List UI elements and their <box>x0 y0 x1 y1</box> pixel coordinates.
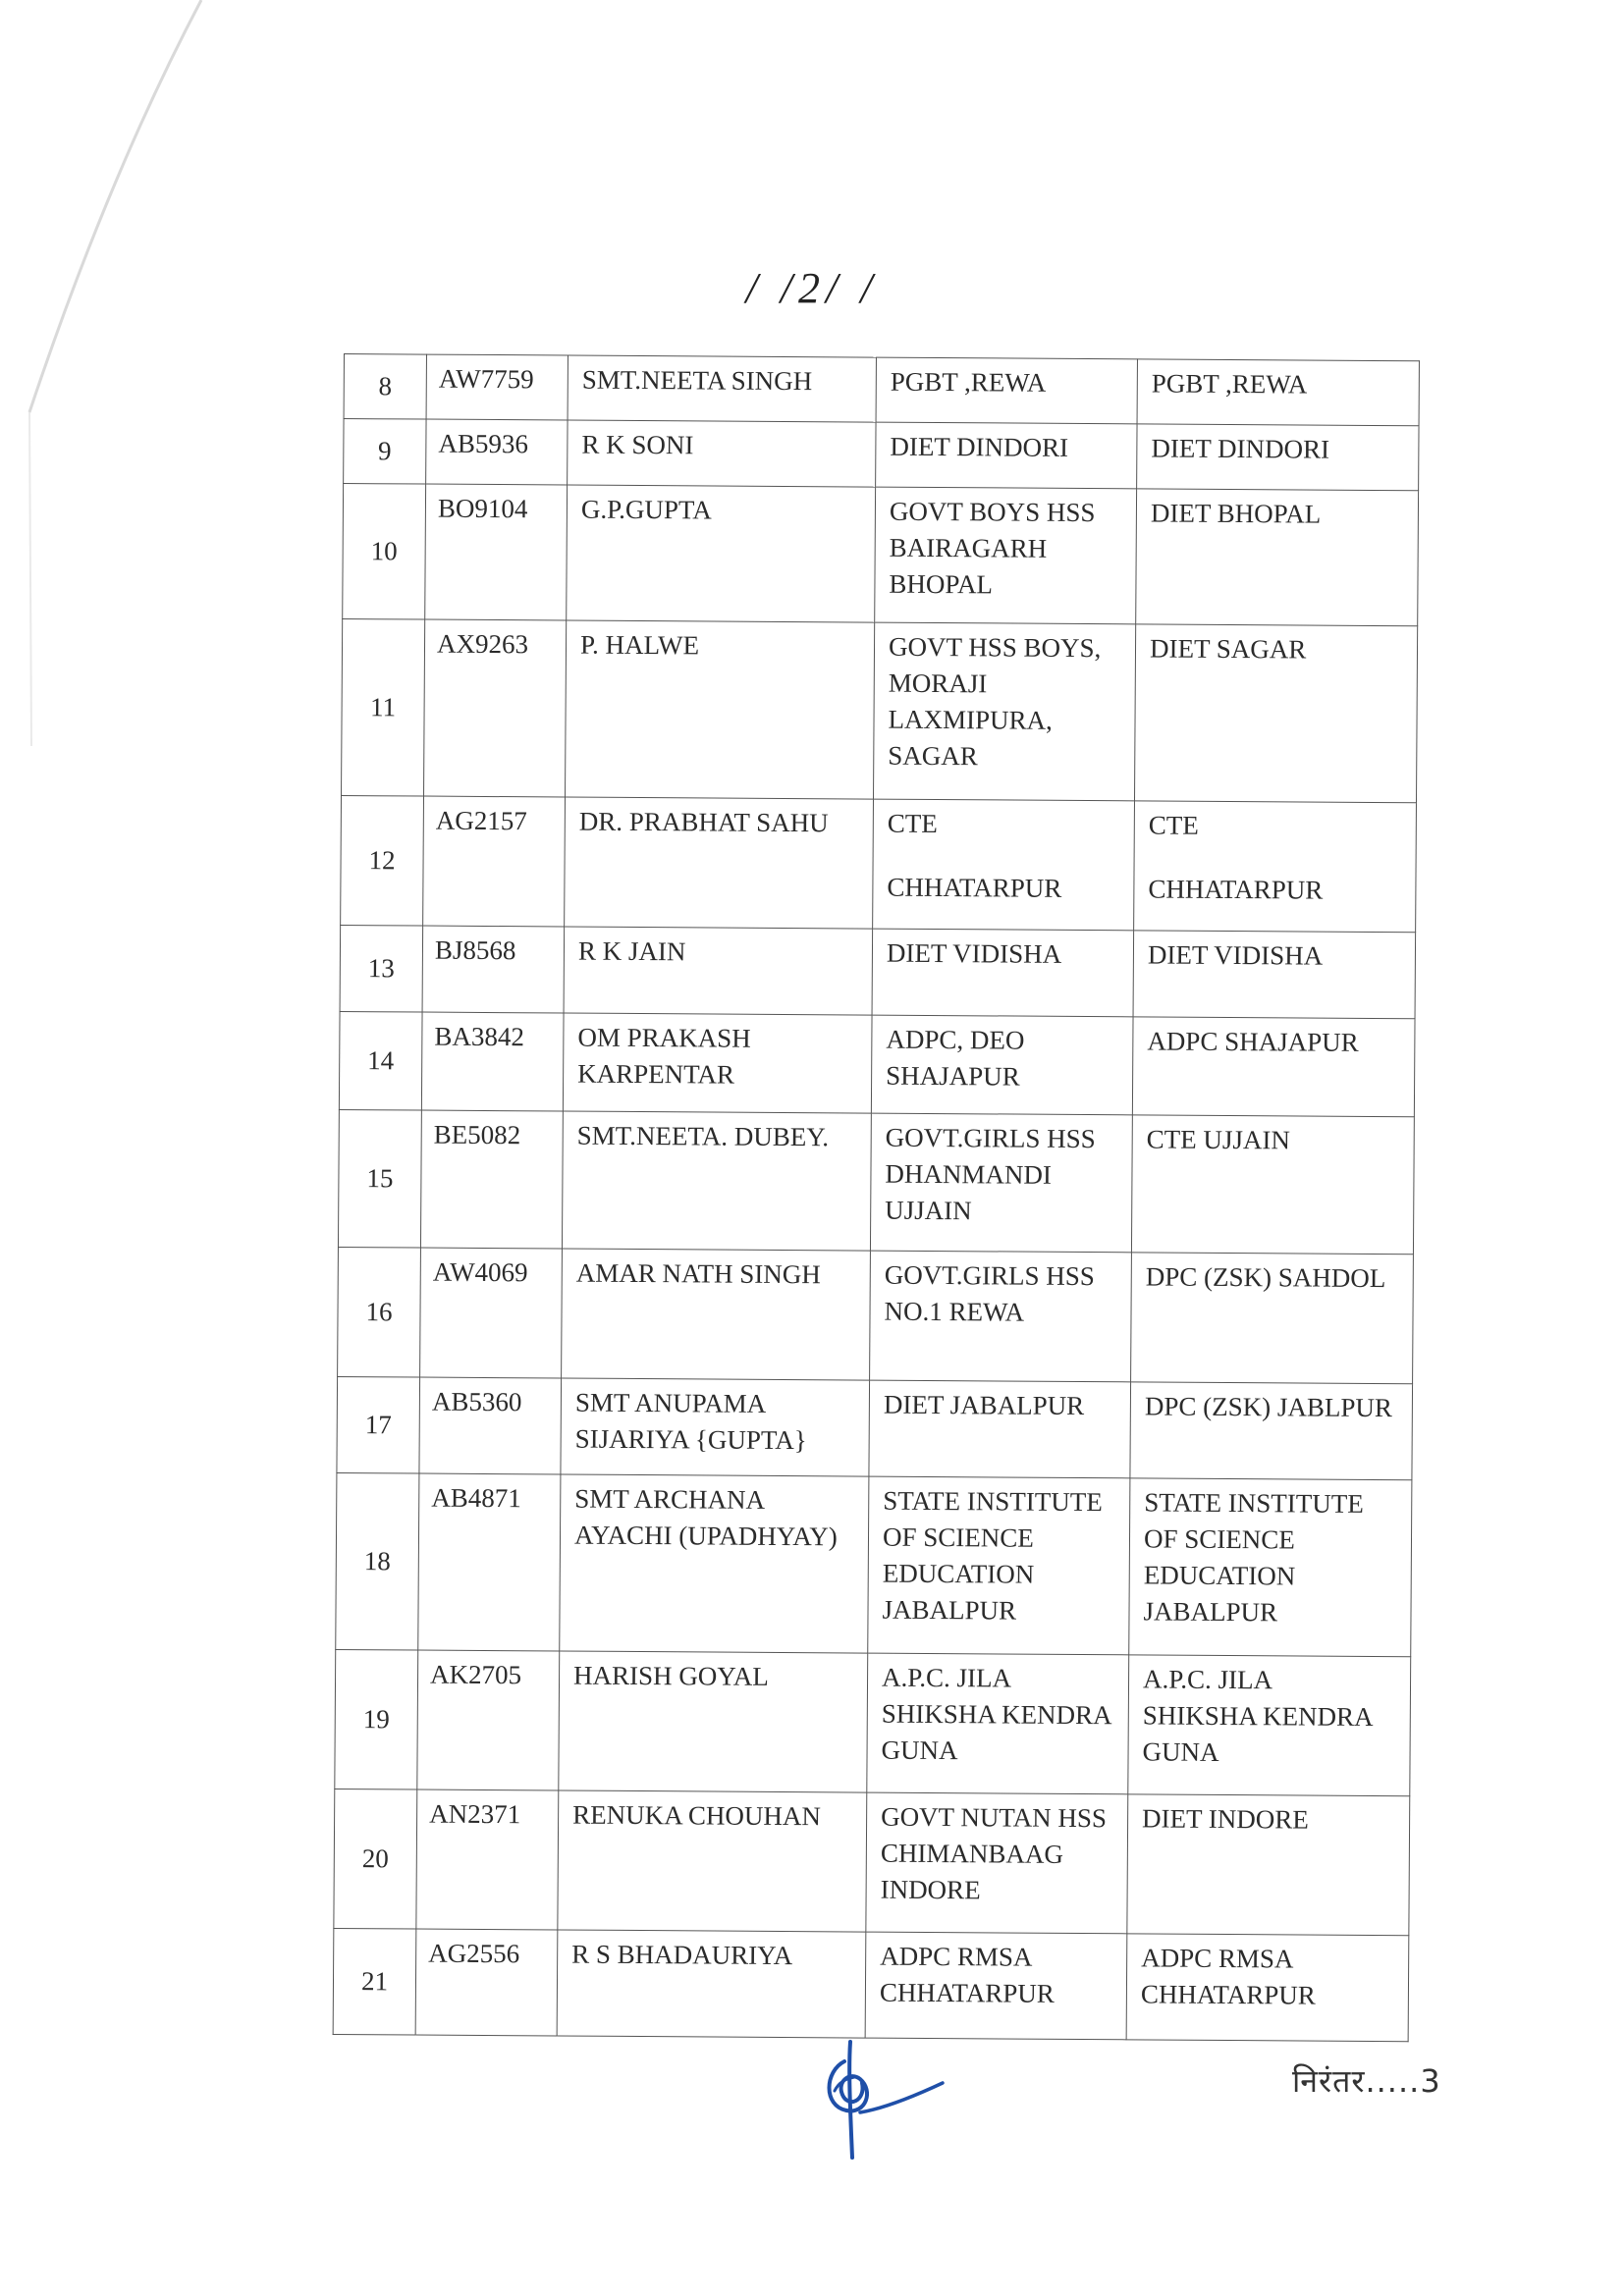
present-posting-cell <box>874 622 1136 801</box>
signature-icon <box>805 2032 952 2169</box>
employee-name-cell <box>561 1378 870 1476</box>
present-posting-line: DHANMANDI <box>885 1158 1053 1190</box>
employee-code-cell: AX9263 <box>424 619 567 797</box>
page-number: / /2/ / <box>745 264 879 312</box>
employee-name-cell <box>557 1930 866 2038</box>
present-posting-line: GOVT.GIRLS HSS <box>885 1122 1096 1154</box>
employee-name-line: OM PRAKASH <box>577 1022 751 1053</box>
employee-name-line: SMT.NEETA SINGH <box>581 364 813 397</box>
continued-note: निरंतर.....3 <box>1292 2062 1441 2100</box>
new-posting-line: CTE <box>1148 810 1199 840</box>
table-row <box>338 1247 1414 1383</box>
employee-name-cell <box>565 797 874 929</box>
employee-name-line: SMT.NEETA. DUBEY. <box>576 1120 830 1152</box>
new-posting-line: ADPC SHAJAPUR <box>1147 1026 1359 1057</box>
employee-code-cell: AG2157 <box>423 796 566 927</box>
employee-name-line: R S BHADAURIYA <box>571 1939 793 1971</box>
employee-code-cell: AG2556 <box>415 1929 558 2036</box>
employee-code-cell: BJ8568 <box>422 926 565 1013</box>
present-posting-cell <box>869 1380 1131 1478</box>
table-row <box>334 1789 1410 1935</box>
new-posting-cell <box>1137 424 1419 491</box>
new-posting-line: SHIKSHA KENDRA <box>1142 1700 1374 1732</box>
new-posting-line: DIET VIDISHA <box>1147 939 1324 971</box>
serial-number-cell: 10 <box>343 484 426 620</box>
present-posting-line: OF SCIENCE <box>882 1522 1034 1553</box>
present-posting-line: INDORE <box>880 1874 981 1905</box>
new-posting-cell <box>1137 359 1419 426</box>
employee-code-cell: BO9104 <box>425 484 568 620</box>
table-row <box>338 1109 1414 1254</box>
new-posting-cell <box>1127 1794 1410 1936</box>
present-posting-line: CHIMANBAAG <box>880 1838 1063 1869</box>
serial-number-cell: 13 <box>340 925 423 1012</box>
present-posting-line: A.P.C. JILA <box>881 1662 1012 1693</box>
table-row <box>336 1472 1412 1656</box>
serial-number-cell: 12 <box>341 795 424 926</box>
present-posting-cell <box>870 1251 1132 1382</box>
present-posting-cell <box>872 929 1134 1017</box>
employee-code-cell: AB4871 <box>418 1473 561 1651</box>
new-posting-line: A.P.C. JILA <box>1142 1664 1273 1695</box>
employee-name-cell <box>568 420 876 487</box>
new-posting-cell <box>1128 1655 1411 1796</box>
employee-name-cell <box>564 927 873 1015</box>
employee-code-cell: BE5082 <box>420 1110 563 1249</box>
present-posting-cell <box>876 357 1137 424</box>
present-posting-cell <box>873 799 1135 931</box>
table-row <box>344 354 1419 426</box>
serial-number-cell: 15 <box>338 1109 421 1248</box>
new-posting-cell <box>1134 624 1417 803</box>
present-posting-line: PGBT ,REWA <box>890 366 1047 398</box>
employee-code-cell: AB5936 <box>426 419 568 485</box>
employee-name-line: SMT ANUPAMA <box>574 1387 767 1418</box>
employee-code-cell: AN2371 <box>416 1789 559 1930</box>
present-posting-cell <box>868 1476 1130 1655</box>
new-posting-cell <box>1130 1382 1413 1480</box>
employee-name-line: DR. PRABHAT SAHU <box>578 806 829 838</box>
present-posting-line: SAGAR <box>888 740 978 772</box>
present-posting-line: DIET DINDORI <box>890 431 1069 462</box>
new-posting-line: DPC (ZSK) JABLPUR <box>1144 1391 1393 1423</box>
employee-name-line: AMAR NATH SINGH <box>575 1257 821 1290</box>
new-posting-cell <box>1133 931 1416 1019</box>
new-posting-line: DIET DINDORI <box>1151 433 1330 464</box>
employee-name-cell <box>559 1651 868 1792</box>
serial-number-cell: 21 <box>333 1928 416 2035</box>
present-posting-cell <box>867 1653 1129 1794</box>
new-posting-line: ADPC RMSA <box>1141 1943 1294 1974</box>
new-posting-line: CTE UJJAIN <box>1146 1124 1291 1155</box>
employee-name-line: SMT ARCHANA <box>574 1483 766 1515</box>
employee-name-cell <box>567 485 876 622</box>
present-posting-line: GOVT HSS BOYS, <box>888 631 1102 664</box>
present-posting-line: CHHATARPUR <box>879 1977 1055 2008</box>
serial-number-cell: 11 <box>342 618 425 796</box>
employee-name-cell <box>568 355 876 422</box>
employee-name-line: RENUKA CHOUHAN <box>572 1799 821 1832</box>
table-row <box>343 484 1419 626</box>
employee-name-cell <box>563 1013 872 1113</box>
present-posting-line: GOVT.GIRLS HSS <box>884 1259 1095 1292</box>
new-posting-line: DIET INDORE <box>1142 1803 1309 1835</box>
posting-table <box>333 353 1420 2042</box>
new-posting-cell <box>1131 1253 1414 1384</box>
new-posting-line: OF SCIENCE <box>1143 1523 1295 1555</box>
new-posting-line: DPC (ZSK) SAHDOL <box>1145 1261 1386 1294</box>
new-posting-cell <box>1136 489 1419 626</box>
table-row <box>335 1649 1411 1795</box>
employee-name-line: AYACHI (UPADHYAY) <box>573 1520 838 1552</box>
present-posting-line: GUNA <box>881 1735 958 1766</box>
table-row <box>342 618 1418 802</box>
present-posting-cell <box>865 1932 1127 2040</box>
present-posting-line: STATE INSTITUTE <box>883 1485 1103 1518</box>
table-row <box>344 419 1419 491</box>
new-posting-line: DIET BHOPAL <box>1150 498 1322 529</box>
employee-code-cell: AB5360 <box>419 1377 562 1474</box>
present-posting-line: CHHATARPUR <box>887 872 1062 903</box>
present-posting-line: GOVT BOYS HSS <box>889 496 1096 528</box>
present-posting-line: UJJAIN <box>885 1195 972 1226</box>
table-row <box>341 795 1417 932</box>
serial-number-cell: 20 <box>334 1789 417 1929</box>
present-posting-line: DIET VIDISHA <box>886 937 1062 969</box>
new-posting-cell <box>1132 1017 1415 1117</box>
employee-code-cell: AK2705 <box>417 1650 560 1790</box>
present-posting-line: ADPC RMSA <box>880 1941 1033 1972</box>
present-posting-line: SHAJAPUR <box>886 1060 1020 1092</box>
present-posting-line: NO.1 REWA <box>884 1296 1025 1327</box>
present-posting-line: GOVT NUTAN HSS <box>881 1801 1108 1834</box>
new-posting-line: STATE INSTITUTE <box>1144 1487 1364 1519</box>
new-posting-line: EDUCATION <box>1143 1560 1296 1591</box>
present-posting-line: BHOPAL <box>889 568 994 600</box>
present-posting-line: ADPC, DEO <box>886 1024 1025 1055</box>
present-posting-cell <box>870 1113 1132 1253</box>
employee-name-line: P. HALWE <box>579 629 700 661</box>
present-posting-line: JABALPUR <box>882 1594 1017 1626</box>
employee-name-cell <box>562 1111 871 1251</box>
new-posting-cell <box>1131 1115 1414 1255</box>
present-posting-line: EDUCATION <box>882 1558 1035 1589</box>
new-posting-line: DIET SAGAR <box>1149 633 1307 665</box>
employee-name-cell <box>562 1249 871 1380</box>
table-row <box>337 1376 1413 1479</box>
employee-name-line: G.P.GUPTA <box>580 494 712 525</box>
present-posting-line: SHIKSHA KENDRA <box>881 1698 1112 1731</box>
new-posting-cell <box>1134 801 1417 933</box>
table-row <box>339 1011 1415 1116</box>
new-posting-line: CHHATARPUR <box>1148 874 1324 905</box>
serial-number-cell: 8 <box>344 354 426 420</box>
present-posting-cell <box>871 1015 1133 1115</box>
present-posting-line: LAXMIPURA, <box>888 704 1053 735</box>
employee-name-cell <box>566 620 875 799</box>
employee-code-cell: AW7759 <box>426 354 568 420</box>
present-posting-cell <box>866 1792 1128 1934</box>
employee-name-line: R K JAIN <box>577 935 686 967</box>
serial-number-cell: 14 <box>339 1011 422 1110</box>
present-posting-cell <box>875 487 1137 624</box>
table-row <box>340 925 1416 1018</box>
employee-name-line: KARPENTAR <box>577 1058 735 1090</box>
employee-code-cell: BA3842 <box>421 1012 564 1111</box>
new-posting-line: GUNA <box>1142 1736 1219 1767</box>
employee-name-line: SIJARIYA {GUPTA} <box>574 1423 807 1456</box>
employee-name-line: HARISH GOYAL <box>572 1660 769 1691</box>
present-posting-line: BAIRAGARH <box>889 532 1048 563</box>
serial-number-cell: 18 <box>336 1472 419 1650</box>
new-posting-line: CHHATARPUR <box>1140 1979 1316 2010</box>
present-posting-cell <box>876 422 1137 489</box>
employee-name-line: R K SONI <box>581 429 694 460</box>
serial-number-cell: 16 <box>338 1247 421 1377</box>
new-posting-cell <box>1129 1478 1412 1657</box>
serial-number-cell: 9 <box>344 419 426 485</box>
new-posting-cell <box>1126 1934 1409 2042</box>
present-posting-line: MORAJI <box>888 667 988 699</box>
employee-name-cell <box>558 1790 867 1932</box>
serial-number-cell: 17 <box>337 1376 420 1473</box>
employee-name-cell <box>560 1474 869 1653</box>
new-posting-line: PGBT ,REWA <box>1151 368 1308 400</box>
table-row <box>333 1928 1409 2041</box>
posting-table-wrapper <box>333 353 1419 2042</box>
employee-code-cell: AW4069 <box>420 1248 563 1378</box>
table-body <box>333 354 1419 2042</box>
new-posting-line: JABALPUR <box>1143 1596 1278 1628</box>
serial-number-cell: 19 <box>335 1649 418 1789</box>
present-posting-line: DIET JABALPUR <box>883 1389 1085 1421</box>
present-posting-line: CTE <box>887 808 938 839</box>
